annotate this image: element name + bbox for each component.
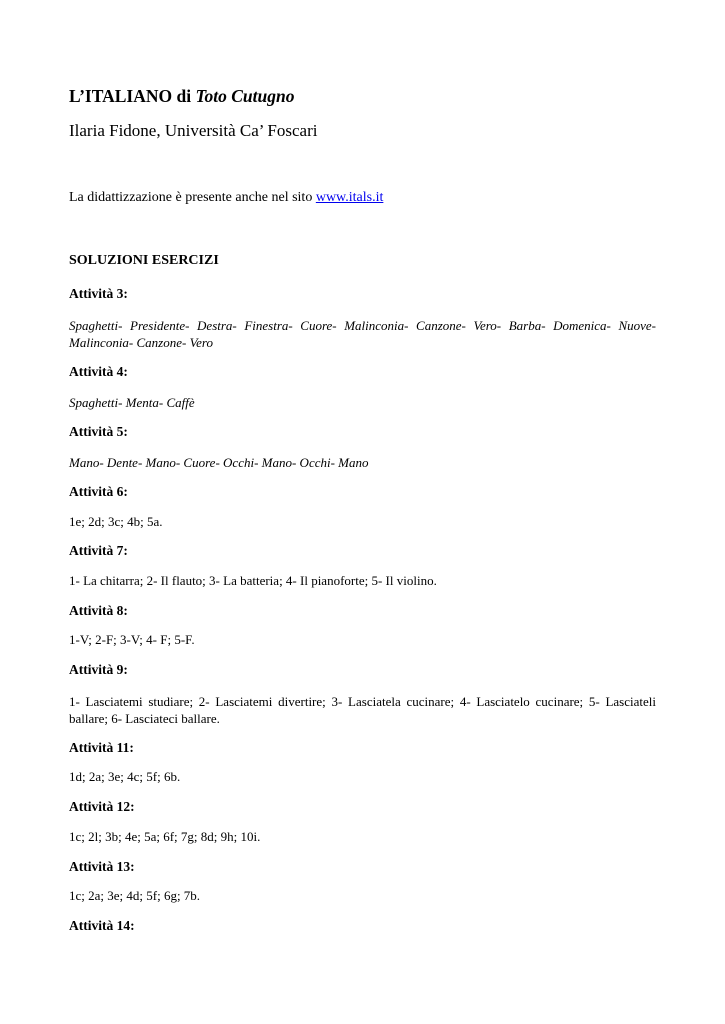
activity-3-heading: Attività 3: — [69, 286, 128, 301]
activity-11-heading: Attività 11: — [69, 740, 134, 755]
activity-3-answer: Spaghetti- Presidente- Destra- Finestra- Cuore- Malinconia- Canzone- Vero- Barba- Domenica- Nuove- Malinconia- Canzone- Vero — [69, 318, 656, 350]
site-note-text: La didattizzazione è presente anche nel sito — [69, 190, 316, 205]
activity-8-answer: 1-V; 2-F; 3-V; 4- F; 5-F. — [69, 632, 195, 647]
activity-7-heading: Attività 7: — [69, 543, 128, 558]
title-italic: Toto Cutugno — [195, 86, 295, 106]
activity-4-answer: Spaghetti- Menta- Caffè — [69, 395, 195, 410]
activity-5-answer: Mano- Dente- Mano- Cuore- Occhi- Mano- Occhi- Mano — [69, 455, 369, 470]
activity-8-heading: Attività 8: — [69, 603, 128, 618]
activity-5-heading: Attività 5: — [69, 424, 128, 439]
page-title — [69, 86, 295, 107]
site-note — [69, 190, 383, 206]
activity-13-heading: Attività 13: — [69, 859, 135, 874]
itals-link[interactable]: www.itals.it — [315, 190, 384, 205]
section-heading: SOLUZIONI ESERCIZI — [69, 253, 219, 268]
title-main: L’ITALIANO di — [69, 86, 196, 106]
activity-6-heading: Attività 6: — [69, 484, 128, 499]
author-line: Ilaria Fidone, Università Ca’ Foscari — [69, 121, 318, 140]
activity-7-answer: 1- La chitarra; 2- Il flauto; 3- La batteria; 4- Il pianoforte; 5- Il violino. — [69, 573, 437, 588]
activity-6-answer: 1e; 2d; 3c; 4b; 5a. — [69, 514, 163, 529]
activity-13-answer: 1c; 2a; 3e; 4d; 5f; 6g; 7b. — [69, 888, 201, 903]
activity-9-answer: 1- Lasciatemi studiare; 2- Lasciatemi divertire; 3- Lasciatela cucinare; 4- Lasciatelo cucinare; 5- Lasciateli ballare; 6- Lasciateci ballare. — [69, 694, 656, 726]
activity-11-answer: 1d; 2a; 3e; 4c; 5f; 6b. — [69, 769, 181, 784]
activity-14-heading: Attività 14: — [69, 918, 135, 933]
activity-9-heading: Attività 9: — [69, 662, 128, 677]
activity-12-answer: 1c; 2l; 3b; 4e; 5a; 6f; 7g; 8d; 9h; 10i. — [69, 829, 261, 844]
activity-12-heading: Attività 12: — [69, 799, 135, 814]
activity-4-heading: Attività 4: — [69, 364, 128, 379]
